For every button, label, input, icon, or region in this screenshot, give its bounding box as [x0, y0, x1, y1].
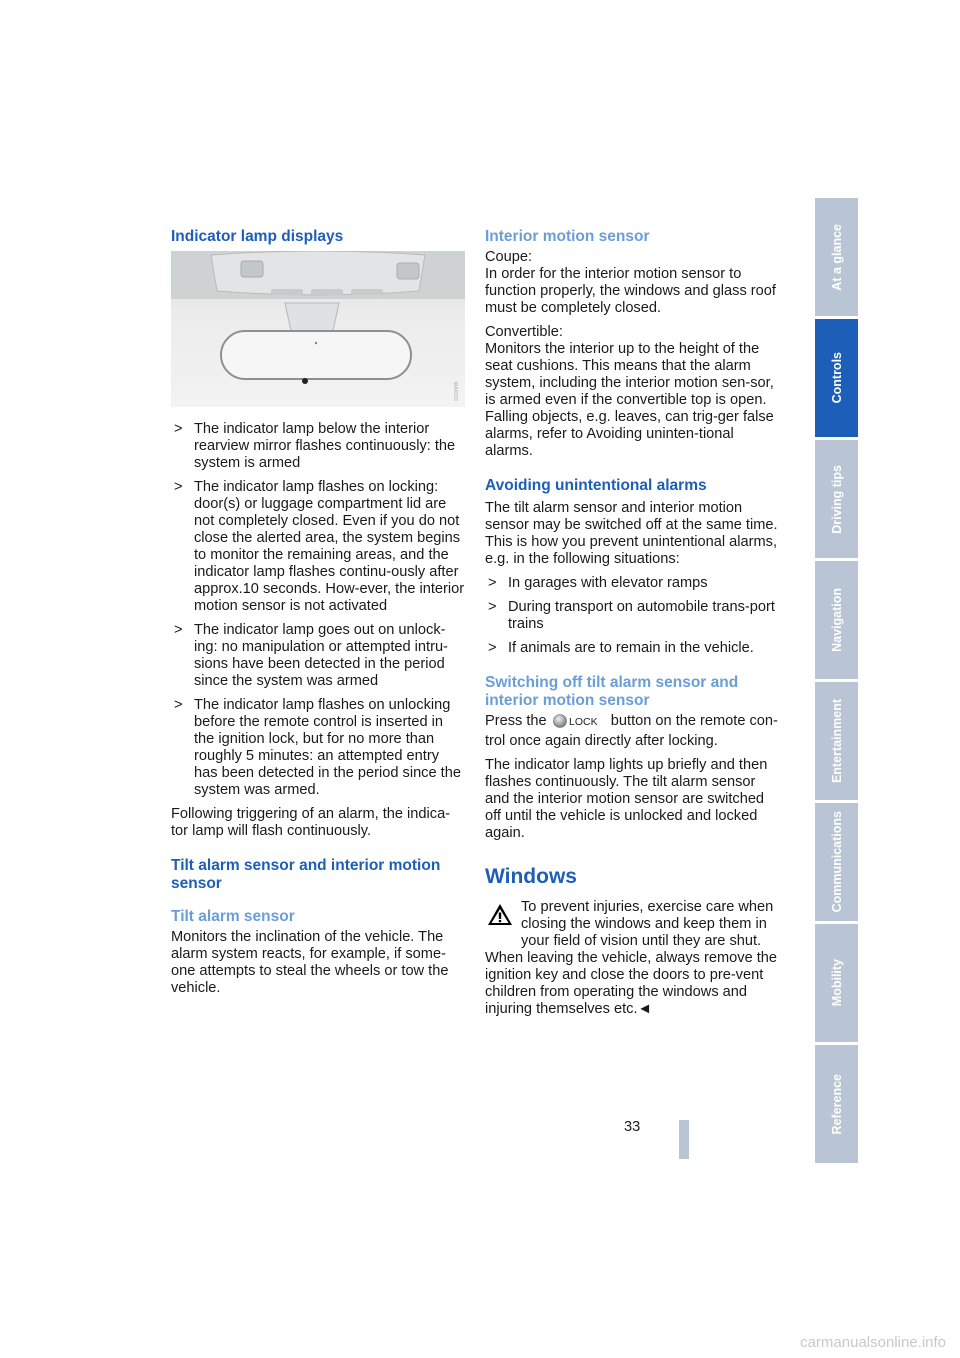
- tab-communications[interactable]: Communications: [815, 803, 858, 921]
- coupe-paragraph: Coupe: In order for the interior motion sensor to function properly, the windows and glass roof must be completely closed.: [485, 249, 776, 316]
- lock-button-icon: [553, 714, 605, 733]
- tab-reference[interactable]: Reference: [815, 1045, 858, 1163]
- tab-at-a-glance[interactable]: At a glance: [815, 198, 858, 316]
- page-number: 33: [624, 1119, 641, 1135]
- convertible-paragraph: Convertible: Monitors the interior up to the height of the seat cushions. This means that the alarm system, including the interior motion sen-sor, is armed even if the convertible top is open. Falling objects, e.g. leaves, can trig-ger false alarms, refer to Avoiding uninten-tional alarms.: [485, 324, 774, 459]
- bullet-item: > The indicator lamp goes out on unlock-ing: no manipulation or attempted intru-sions have been detected in the period since the system was armed: [174, 622, 448, 689]
- interior-motion-heading: Interior motion sensor: [485, 228, 650, 245]
- windows-heading: Windows: [485, 865, 577, 888]
- tab-driving-tips[interactable]: Driving tips: [815, 440, 858, 558]
- avoiding-alarms-heading: Avoiding unintentional alarms: [485, 477, 707, 494]
- indicator-lamp-heading: Indicator lamp displays: [171, 228, 344, 245]
- bullet-item: > During transport on automobile trans-port trains: [488, 599, 775, 632]
- rearview-mirror-image: [171, 251, 465, 407]
- press-lock-paragraph: Press the LOCK button on the remote con-trol once again directly after locking.: [485, 713, 778, 749]
- tilt-alarm-text: Monitors the inclination of the vehicle. The alarm system reacts, for example, if some-one attempts to steal the wheels or tow the vehicle.: [171, 929, 449, 996]
- page-number-bar: [679, 1120, 689, 1159]
- tab-entertainment[interactable]: Entertainment: [815, 682, 858, 800]
- warning-text-2: When leaving the vehicle, always remove the ignition key and close the doors to pre-vent children from operating the windows and injuring themselves etc.◄: [485, 950, 778, 1017]
- bullet-item: > The indicator lamp below the interior rearview mirror flashes continuously: the system is armed: [174, 421, 456, 471]
- warning-icon: [487, 903, 513, 931]
- tilt-alarm-heading: Tilt alarm sensor: [171, 908, 295, 925]
- end-mark: ◄: [637, 1001, 652, 1017]
- tab-controls[interactable]: Controls: [815, 319, 858, 437]
- alarm-trigger-text: Following triggering of an alarm, the indica-tor lamp will flash continuously.: [171, 806, 451, 839]
- bullet-item: > The indicator lamp flashes on locking: door(s) or luggage compartment lid are not completely closed. Even if you do not close the alerted area, the system begins to monitor the remaining areas, and the indicator lamp flashes continu-ously after approx.10 seconds. How-ever, the interior motion sensor is not activated: [174, 479, 465, 614]
- svg-text:LOCK: LOCK: [568, 716, 598, 728]
- tab-navigation[interactable]: Navigation: [815, 561, 858, 679]
- tilt-interior-heading: Tilt alarm sensor and interior motion sensor: [171, 857, 441, 892]
- avoiding-alarms-text: The tilt alarm sensor and interior motion sensor may be switched off at the same time. This is how you prevent unintentional alarms, e.g. in the following situations:: [485, 500, 778, 567]
- chapter-sidebar: [815, 198, 858, 1166]
- bullet-item: > In garages with elevator ramps: [488, 575, 708, 591]
- image-code: MA0030: [452, 382, 458, 401]
- indicator-lights-text: The indicator lamp lights up briefly and then flashes continuously. The tilt alarm sensor and the interior motion sensor are switched off until the vehicle is unlocked and locked again.: [485, 757, 768, 841]
- bullet-item: > If animals are to remain in the vehicle.: [488, 640, 754, 656]
- windows-warning: To prevent injuries, exercise care when closing the windows and keep them in your field of vision until they are shut.: [485, 899, 780, 950]
- right-column: [485, 228, 780, 1025]
- switching-off-heading: Switching off tilt alarm sensor and interior motion sensor: [485, 674, 739, 709]
- bullet-item: > The indicator lamp flashes on unlocking before the remote control is inserted in the ignition lock, but for no more than roughly 5 minutes: an attempted entry has been detected in the period since the system was armed.: [174, 697, 461, 798]
- footer-watermark: carmanualsonline.info: [800, 1334, 946, 1351]
- tab-mobility[interactable]: Mobility: [815, 924, 858, 1042]
- left-column: [171, 228, 465, 1004]
